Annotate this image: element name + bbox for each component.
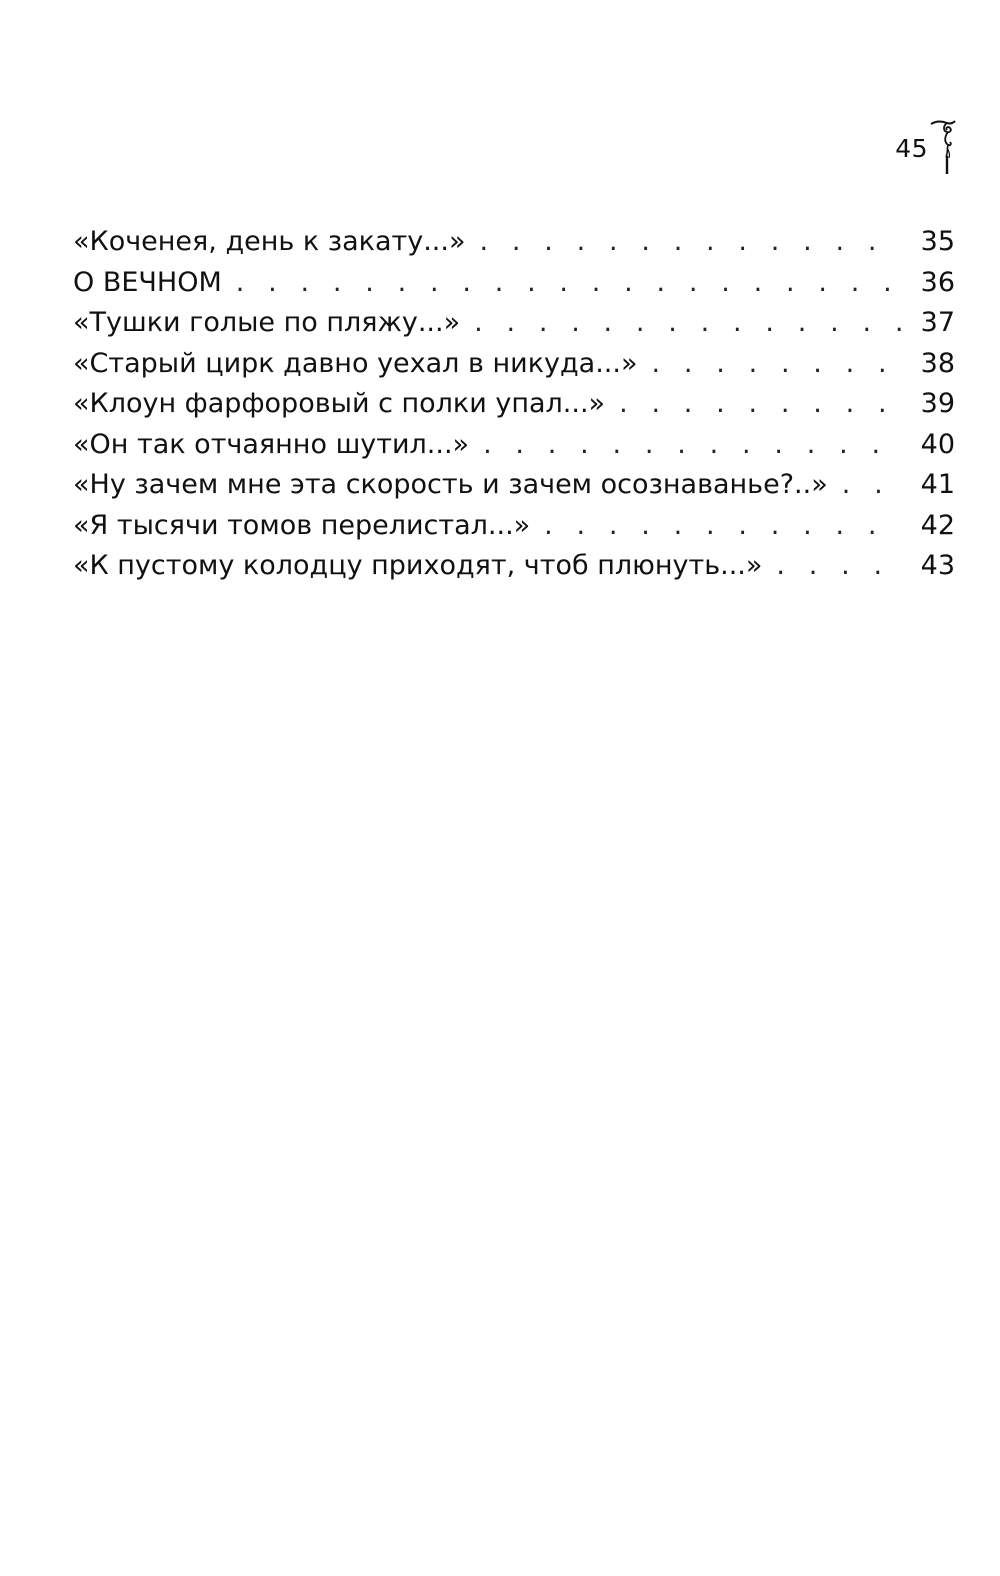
toc-entry-title: «Он так отчаянно шутил...» — [73, 428, 470, 460]
toc-entry-title: «Старый цирк давно уехал в никуда...» — [73, 347, 638, 379]
toc-entry — [73, 465, 955, 506]
toc-entry-title: «Тушки голые по пляжу...» — [73, 307, 461, 338]
toc-leader-dots — [544, 506, 901, 546]
toc-entry — [73, 506, 955, 547]
toc-entry — [73, 546, 955, 587]
toc-entry-title: «К пустому колодцу приходят, чтоб плюнуть...» — [73, 550, 763, 581]
toc-entry-page: 39 — [920, 388, 955, 419]
toc-entry-page: 38 — [920, 347, 955, 379]
toc-entry-page: 40 — [920, 428, 955, 460]
toc-entry — [73, 222, 955, 263]
flourish-corner-icon — [930, 118, 956, 176]
toc-leader-dots — [483, 425, 901, 465]
toc-entry-page: 37 — [920, 307, 955, 338]
toc-entry — [73, 384, 955, 425]
toc-entry-title: «Коченея, день к закату...» — [73, 226, 466, 257]
toc-entry-title: О ВЕЧНОМ — [73, 266, 222, 298]
toc-entry — [73, 263, 955, 304]
toc-leader-dots — [651, 344, 901, 384]
toc-entry-page: 36 — [920, 266, 955, 298]
table-of-contents — [73, 222, 955, 587]
toc-entry — [73, 425, 955, 466]
toc-entry-title: «Я тысячи томов перелистал...» — [73, 509, 531, 541]
toc-entry-page: 35 — [920, 226, 955, 257]
page-number: 45 — [895, 134, 928, 163]
toc-leader-dots — [480, 222, 902, 262]
page-header — [895, 118, 956, 178]
toc-entry-page: 43 — [920, 550, 955, 581]
toc-entry-page: 42 — [920, 509, 955, 541]
toc-leader-dots — [776, 546, 901, 586]
toc-entry-page: 41 — [920, 469, 955, 500]
toc-leader-dots — [474, 303, 901, 343]
toc-leader-dots — [236, 263, 901, 303]
toc-entry — [73, 303, 955, 344]
toc-leader-dots — [619, 384, 901, 424]
toc-leader-dots — [842, 465, 901, 505]
toc-entry — [73, 344, 955, 385]
toc-entry-title: «Ну зачем мне эта скорость и зачем осознаванье?..» — [73, 469, 828, 500]
toc-entry-title: «Клоун фарфоровый с полки упал...» — [73, 388, 606, 419]
